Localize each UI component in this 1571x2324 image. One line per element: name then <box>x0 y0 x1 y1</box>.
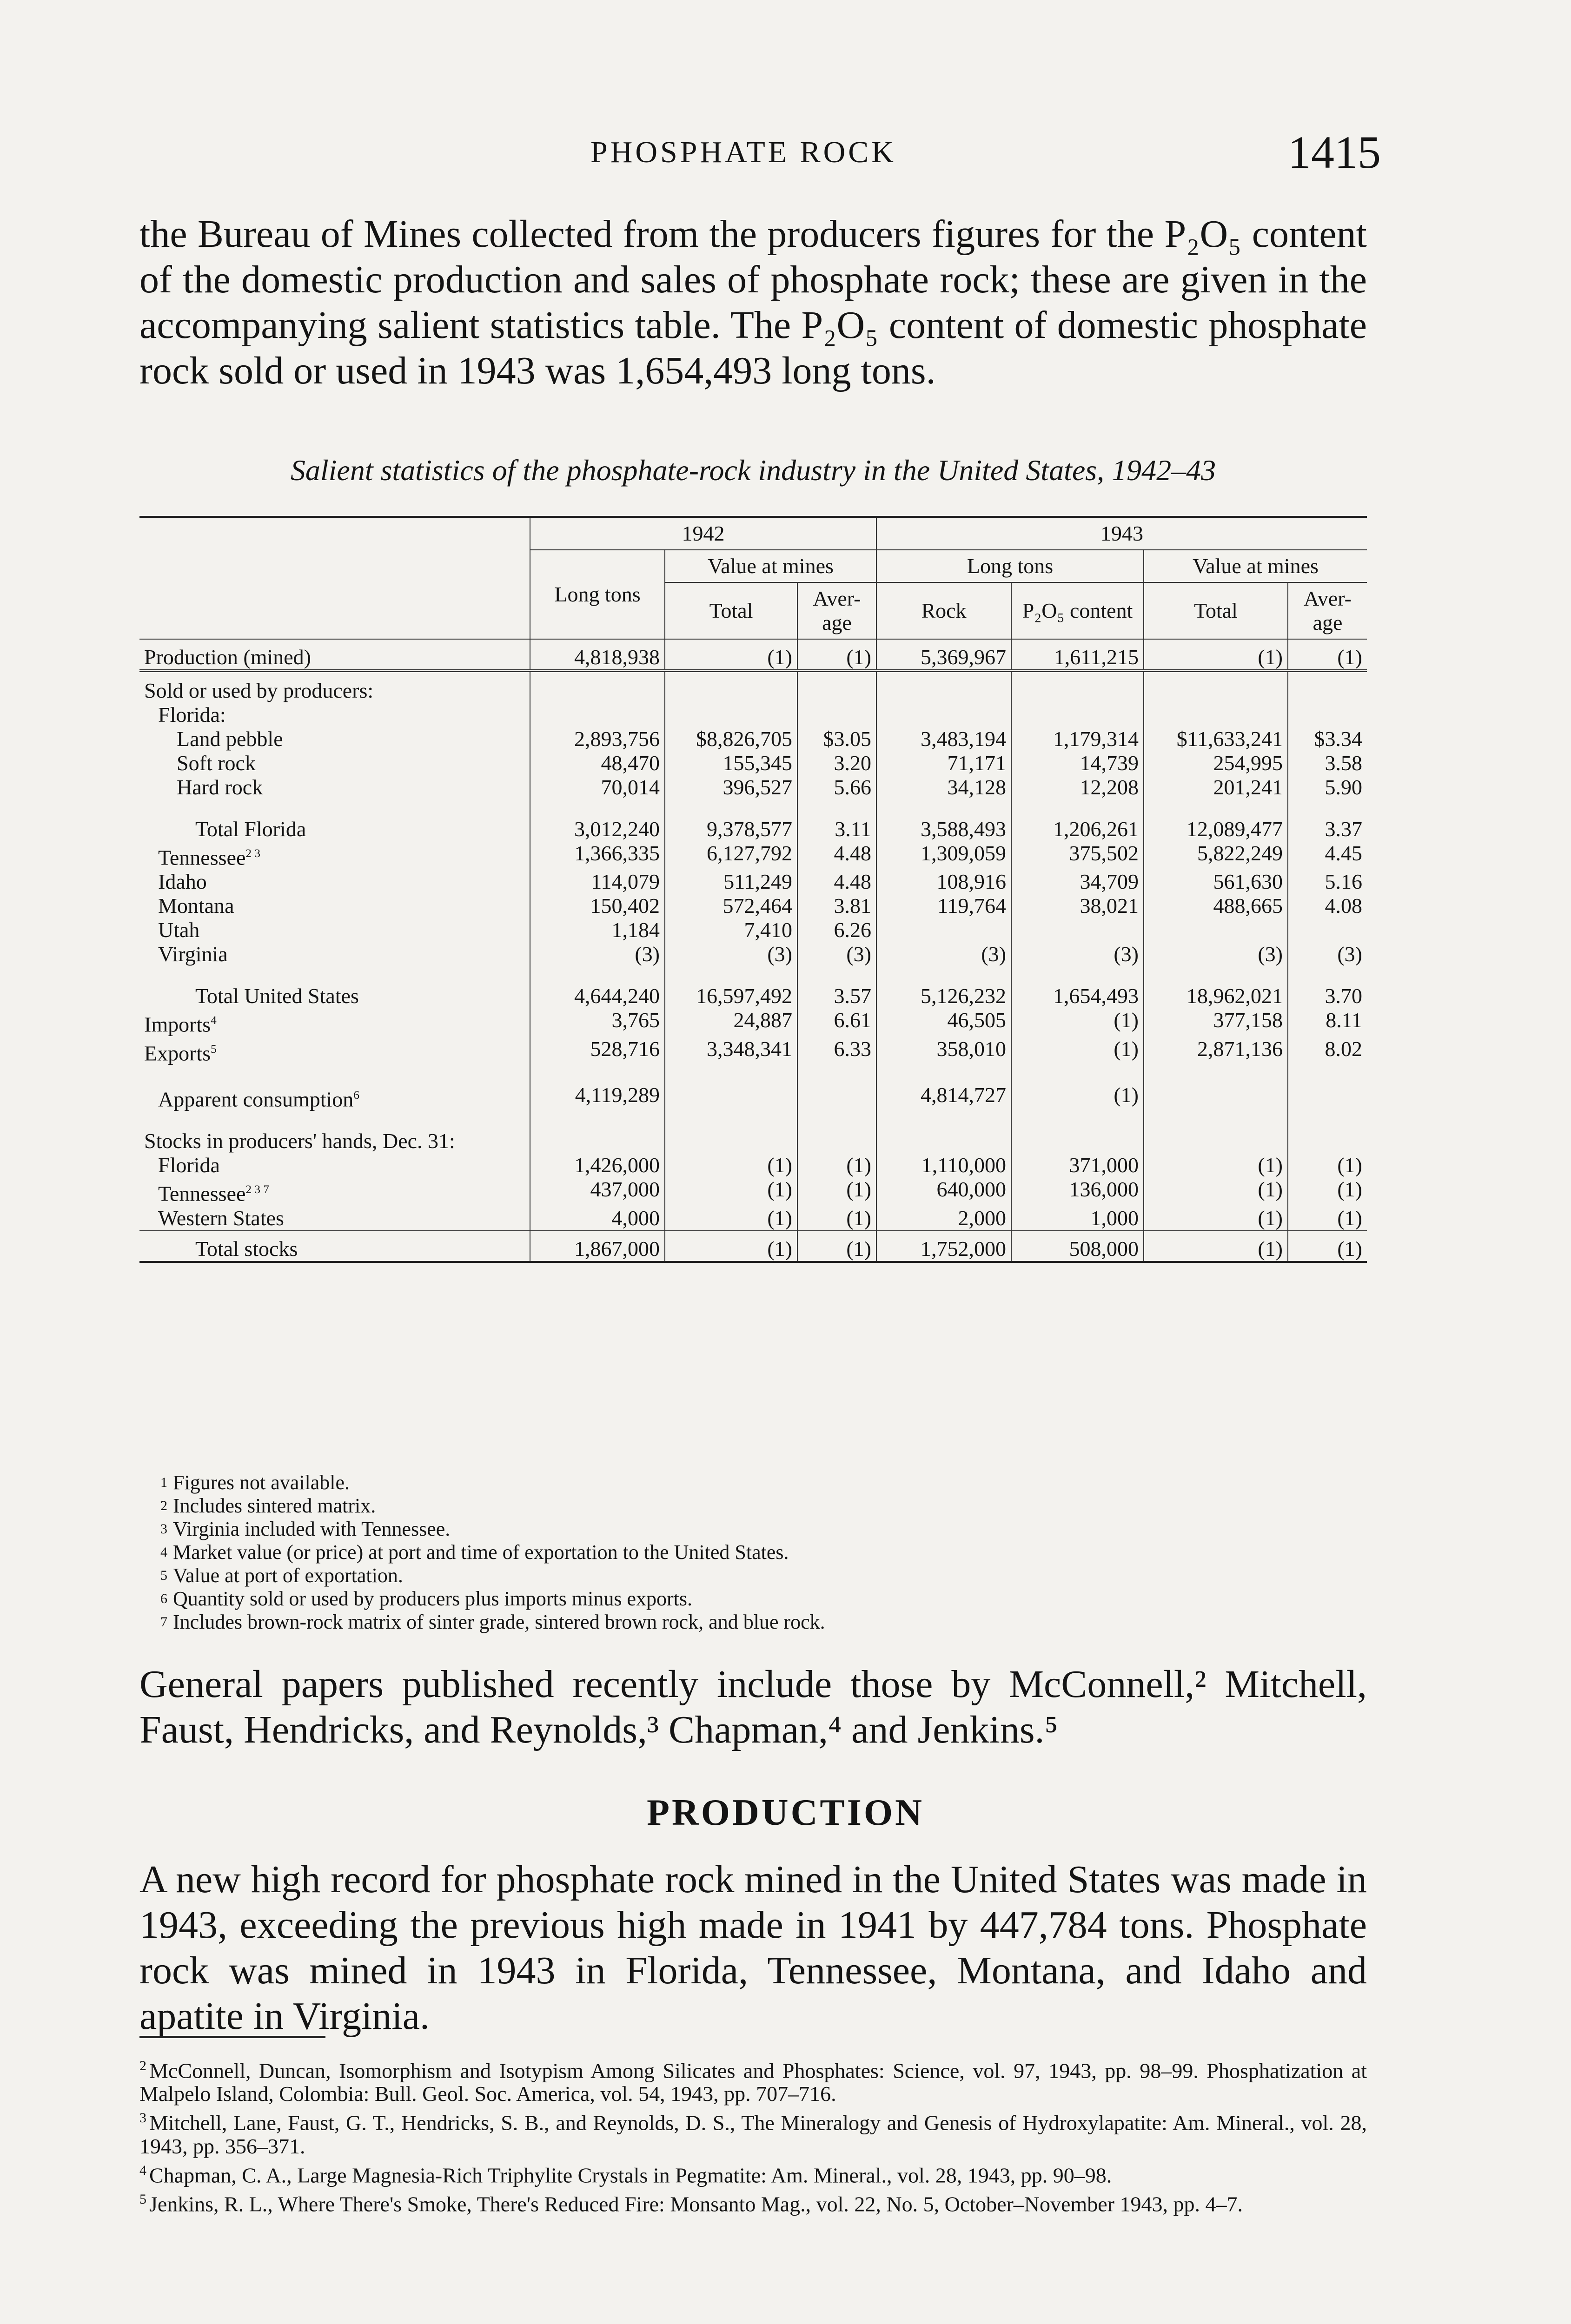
row-label-production <box>139 639 530 671</box>
row-label-total-stocks <box>139 1231 530 1262</box>
row-label-utah <box>139 918 530 942</box>
footnote-text: Jenkins, R. L., Where There's Smoke, There's Reduced Fire: Monsanto Mag., vol. 22, No. 5, October–November 1943, pp. 4–7. <box>149 2192 1243 2216</box>
cell-c5: (3) <box>1011 942 1144 966</box>
cell-c1: 150,402 <box>530 894 665 918</box>
cell-c5: (1) <box>1011 1065 1144 1111</box>
table-subheading-row <box>139 671 1367 703</box>
note-text: Includes sintered matrix. <box>173 1494 376 1517</box>
cell-c3: $3.05 <box>797 727 876 751</box>
row-label-stocks-florida <box>139 1153 530 1177</box>
col-total-1942: Total <box>665 582 797 639</box>
cell-c4: 119,764 <box>876 894 1011 918</box>
cell-c7 <box>1288 918 1367 942</box>
cell-c1: 4,119,289 <box>530 1065 665 1111</box>
row-label-stocks-western <box>139 1206 530 1231</box>
cell-c6: 5,822,249 <box>1144 841 1288 870</box>
note-mark: 3 <box>160 1521 167 1537</box>
footnote <box>139 2159 1367 2187</box>
cell-c1: 4,000 <box>530 1206 665 1231</box>
col-long-tons-1943: Long tons <box>876 550 1144 582</box>
cell-c1: 1,867,000 <box>530 1231 665 1262</box>
cell-c4: 5,369,967 <box>876 639 1011 671</box>
cell-c3: 4.48 <box>797 841 876 870</box>
cell-c5: 508,000 <box>1011 1231 1144 1262</box>
table-row <box>139 870 1367 894</box>
col-total-1943: Total <box>1144 582 1288 639</box>
cell-c6: (3) <box>1144 942 1288 966</box>
cell-c6: 488,665 <box>1144 894 1288 918</box>
row-heading-sold: Sold or used by producers: <box>139 671 530 703</box>
cell-c5: 1,000 <box>1011 1206 1144 1231</box>
row-label-montana <box>139 894 530 918</box>
cell-c3: (1) <box>797 1153 876 1177</box>
cell-c5: 34,709 <box>1011 870 1144 894</box>
table-note <box>139 1494 1367 1518</box>
cell-c2: 155,345 <box>665 751 797 775</box>
cell-c2: (1) <box>665 639 797 671</box>
cell-c2: 9,378,577 <box>665 799 797 841</box>
table-row <box>139 841 1367 870</box>
table-caption: Salient statistics of the phosphate-rock industry in the United States, 1942–43 <box>290 454 1216 487</box>
table-row <box>139 1065 1367 1111</box>
row-label-text: Soft rock <box>177 751 256 775</box>
salient-statistics-table <box>139 516 1367 1263</box>
cell-c5 <box>1011 918 1144 942</box>
col-p2o5-content-1943: P₂O₅ content <box>1011 582 1144 639</box>
row-label-text: Apparent consumption <box>158 1087 354 1111</box>
footnote <box>139 2188 1367 2216</box>
cell-c4: 108,916 <box>876 870 1011 894</box>
row-label-virginia <box>139 942 530 966</box>
footnote-mark: 2 <box>139 2058 146 2073</box>
col-year-1943: 1943 <box>876 517 1367 550</box>
note-mark: 5 <box>160 1568 167 1583</box>
cell-c7: (1) <box>1288 1206 1367 1231</box>
row-label-text: Idaho <box>158 870 207 894</box>
table-row <box>139 1008 1367 1037</box>
cell-c2: 396,527 <box>665 775 797 799</box>
row-label-text: Total United States <box>195 984 359 1008</box>
row-label-text: Total stocks <box>195 1236 298 1261</box>
table-row <box>139 727 1367 751</box>
cell-c4: 2,000 <box>876 1206 1011 1231</box>
cell-c5: 12,208 <box>1011 775 1144 799</box>
table-subheading-row <box>139 1111 1367 1153</box>
table-note <box>139 1471 1367 1494</box>
cell-c3: (1) <box>797 639 876 671</box>
note-mark: 6 <box>160 1591 167 1606</box>
cell-c4: 4,814,727 <box>876 1065 1011 1111</box>
cell-c2: (1) <box>665 1206 797 1231</box>
row-label-exports <box>139 1037 530 1065</box>
row-label-text: Florida <box>158 1153 220 1177</box>
cell-c3: 6.26 <box>797 918 876 942</box>
table-row <box>139 1037 1367 1065</box>
row-label-apparent <box>139 1065 530 1111</box>
table-row <box>139 1153 1367 1177</box>
cell-c6: (1) <box>1144 639 1288 671</box>
table-row <box>139 1206 1367 1231</box>
footnote-ref: 2 3 <box>245 847 260 860</box>
papers-paragraph: General papers published recently include those by McConnell,² Mitchell, Faust, Hendricks, and Reynolds,³ Chapman,⁴ and Jenkins.⁵ <box>139 1663 1367 1751</box>
col-rock-1943: Rock <box>876 582 1011 639</box>
row-label-soft-rock <box>139 751 530 775</box>
cell-c7: 8.02 <box>1288 1037 1367 1065</box>
cell-c6: 377,158 <box>1144 1008 1288 1037</box>
cell-c5: 136,000 <box>1011 1177 1144 1206</box>
footnote-mark: 5 <box>139 2191 146 2207</box>
footnote-mark: 3 <box>139 2110 146 2126</box>
table-row <box>139 894 1367 918</box>
row-label-idaho <box>139 870 530 894</box>
footnote-rule <box>139 2036 325 2038</box>
cell-c7: 3.58 <box>1288 751 1367 775</box>
cell-c1: 1,184 <box>530 918 665 942</box>
table-row <box>139 799 1367 841</box>
note-text: Quantity sold or used by producers plus imports minus exports. <box>173 1587 693 1610</box>
cell-c6: (1) <box>1144 1231 1288 1262</box>
row-label-text: Utah <box>158 918 200 942</box>
cell-c5: (1) <box>1011 1037 1144 1065</box>
cell-c1: (3) <box>530 942 665 966</box>
cell-c3: 3.11 <box>797 799 876 841</box>
col-year-1942: 1942 <box>530 517 876 550</box>
cell-c4: 640,000 <box>876 1177 1011 1206</box>
cell-c1: 2,893,756 <box>530 727 665 751</box>
cell-c4: (3) <box>876 942 1011 966</box>
cell-c1: 114,079 <box>530 870 665 894</box>
footnote-text: McConnell, Duncan, Isomorphism and Isotypism Among Silicates and Phosphates: Science, vol. 97, 1943, pp. 98–99. Phosphatization at Malpelo Island, Colombia: Bull. Geol. Soc. America, vol. 54, 1943, pp. 707–716. <box>139 2059 1367 2106</box>
cell-c3: 3.81 <box>797 894 876 918</box>
row-label-text: Montana <box>158 894 234 918</box>
cell-c1: 528,716 <box>530 1037 665 1065</box>
note-text: Includes brown-rock matrix of sinter grade, sintered brown rock, and blue rock. <box>173 1611 825 1633</box>
note-mark: 1 <box>160 1475 167 1490</box>
footnote-mark: 4 <box>139 2162 146 2178</box>
cell-c2: $8,826,705 <box>665 727 797 751</box>
cell-c3: (1) <box>797 1177 876 1206</box>
cell-c2: (1) <box>665 1231 797 1262</box>
cell-c5: 38,021 <box>1011 894 1144 918</box>
col-average-1943: Aver-age <box>1288 582 1367 639</box>
cell-c3: (1) <box>797 1231 876 1262</box>
table-notes <box>139 1471 1367 1634</box>
cell-c6: 2,871,136 <box>1144 1037 1288 1065</box>
footnotes <box>139 2054 1367 2217</box>
cell-c5: 1,654,493 <box>1011 966 1144 1008</box>
table-subheading-row <box>139 703 1367 727</box>
note-mark: 7 <box>160 1614 167 1630</box>
cell-c6: 201,241 <box>1144 775 1288 799</box>
cell-c3: 4.48 <box>797 870 876 894</box>
table-row <box>139 942 1367 966</box>
cell-c7: 4.08 <box>1288 894 1367 918</box>
cell-c4: 358,010 <box>876 1037 1011 1065</box>
note-mark: 2 <box>160 1498 167 1513</box>
note-mark: 4 <box>160 1545 167 1560</box>
cell-c6: 18,962,021 <box>1144 966 1288 1008</box>
cell-c2: 511,249 <box>665 870 797 894</box>
cell-c5: (1) <box>1011 1008 1144 1037</box>
cell-c7: 5.16 <box>1288 870 1367 894</box>
cell-c2: 572,464 <box>665 894 797 918</box>
table-note <box>139 1518 1367 1541</box>
intro-paragraph: the Bureau of Mines collected from the producers figures for the P₂O₅ content of the domestic production and sales of phosphate rock; these are given in the accompanying salient statistics table. The P₂O₅ content of domestic phosphate rock sold or used in 1943 was 1,654,493 long tons. <box>139 212 1367 392</box>
cell-c4: 3,483,194 <box>876 727 1011 751</box>
cell-c7: 4.45 <box>1288 841 1367 870</box>
cell-c7: 3.37 <box>1288 799 1367 841</box>
cell-c5: 371,000 <box>1011 1153 1144 1177</box>
cell-c6: (1) <box>1144 1177 1288 1206</box>
cell-c2: 6,127,792 <box>665 841 797 870</box>
cell-c3: 6.33 <box>797 1037 876 1065</box>
row-label-total-us <box>139 966 530 1008</box>
cell-c1: 3,765 <box>530 1008 665 1037</box>
row-label-imports <box>139 1008 530 1037</box>
cell-c7 <box>1288 1065 1367 1111</box>
row-label-text: Total Florida <box>195 817 306 841</box>
cell-c3: 3.20 <box>797 751 876 775</box>
row-label-text: Tennessee <box>158 845 246 870</box>
footnote <box>139 2106 1367 2158</box>
production-paragraph: A new high record for phosphate rock mined in the United States was made in 1943, exceeding the previous high made in 1941 by 447,784 tons. Phosphate rock was mined in 1943 in Florida, Tennessee, Montana, and Idaho and apatite in Virginia. <box>139 1858 1367 2038</box>
page-number: 1415 <box>1288 126 1381 178</box>
cell-c7: (1) <box>1288 1231 1367 1262</box>
footnote <box>139 2054 1367 2106</box>
table-note <box>139 1587 1367 1611</box>
row-label-text: Land pebble <box>177 727 283 751</box>
cell-c3: (3) <box>797 942 876 966</box>
page-header <box>0 125 1571 181</box>
cell-c1: 70,014 <box>530 775 665 799</box>
cell-c7: (3) <box>1288 942 1367 966</box>
table-row <box>139 639 1367 671</box>
footnote-text: Chapman, C. A., Large Magnesia-Rich Triphylite Crystals in Pegmatite: Am. Mineral., vol. 28, 1943, pp. 90–98. <box>149 2163 1112 2187</box>
stub-header <box>139 517 530 639</box>
cell-c4 <box>876 918 1011 942</box>
cell-c4: 1,309,059 <box>876 841 1011 870</box>
cell-c6: 561,630 <box>1144 870 1288 894</box>
cell-c7: (1) <box>1288 1153 1367 1177</box>
table-row <box>139 1177 1367 1206</box>
col-average-1942: Aver-age <box>797 582 876 639</box>
row-label-text: Tennessee <box>158 1182 246 1206</box>
row-label-stocks-tennessee <box>139 1177 530 1206</box>
cell-c2: (1) <box>665 1177 797 1206</box>
cell-c2: 16,597,492 <box>665 966 797 1008</box>
col-long-tons-1942: Long tons <box>530 550 665 639</box>
cell-c6 <box>1144 918 1288 942</box>
cell-c3: 3.57 <box>797 966 876 1008</box>
cell-c4: 3,588,493 <box>876 799 1011 841</box>
cell-c1: 4,818,938 <box>530 639 665 671</box>
running-head: PHOSPHATE ROCK <box>590 135 896 169</box>
note-text: Value at port of exportation. <box>173 1564 403 1587</box>
row-label-text: Imports <box>144 1012 211 1037</box>
cell-c1: 1,426,000 <box>530 1153 665 1177</box>
table-note <box>139 1541 1367 1564</box>
cell-c2 <box>665 1065 797 1111</box>
row-heading-stocks: Stocks in producers' hands, Dec. 31: <box>144 1129 455 1153</box>
note-text: Figures not available. <box>173 1471 350 1494</box>
cell-c3 <box>797 1065 876 1111</box>
row-label-text: Hard rock <box>177 775 263 799</box>
cell-c6: (1) <box>1144 1153 1288 1177</box>
table-row <box>139 751 1367 775</box>
footnote-ref: 5 <box>211 1042 217 1056</box>
cell-c6: 254,995 <box>1144 751 1288 775</box>
note-text: Virginia included with Tennessee. <box>173 1518 451 1540</box>
cell-c6 <box>1144 1065 1288 1111</box>
cell-c5: 375,502 <box>1011 841 1144 870</box>
cell-c7: (1) <box>1288 1177 1367 1206</box>
cell-c1: 437,000 <box>530 1177 665 1206</box>
cell-c7: 8.11 <box>1288 1008 1367 1037</box>
cell-c5: 1,611,215 <box>1011 639 1144 671</box>
row-label-text: Western States <box>158 1206 284 1230</box>
cell-c4: 71,171 <box>876 751 1011 775</box>
header-row-years <box>139 517 1367 550</box>
cell-c4: 1,752,000 <box>876 1231 1011 1262</box>
cell-c1: 3,012,240 <box>530 799 665 841</box>
cell-c6: $11,633,241 <box>1144 727 1288 751</box>
cell-c7: (1) <box>1288 639 1367 671</box>
cell-c3: 6.61 <box>797 1008 876 1037</box>
row-label-total-florida <box>139 799 530 841</box>
table-row <box>139 775 1367 799</box>
section-heading: PRODUCTION <box>647 1792 924 1833</box>
row-label-text: Exports <box>144 1041 211 1065</box>
cell-c7: $3.34 <box>1288 727 1367 751</box>
footnote-ref: 6 <box>353 1088 359 1102</box>
cell-c2: (1) <box>665 1153 797 1177</box>
cell-c1: 48,470 <box>530 751 665 775</box>
cell-c5: 14,739 <box>1011 751 1144 775</box>
footnote-ref: 2 3 7 <box>245 1183 269 1196</box>
cell-c2: 3,348,341 <box>665 1037 797 1065</box>
col-value-at-mines-1942: Value at mines <box>665 550 876 582</box>
cell-c4: 34,128 <box>876 775 1011 799</box>
row-label-tennessee <box>139 841 530 870</box>
table-row <box>139 1231 1367 1262</box>
cell-c7: 5.90 <box>1288 775 1367 799</box>
row-label-text: Virginia <box>158 942 228 966</box>
table-row <box>139 918 1367 942</box>
cell-c1: 1,366,335 <box>530 841 665 870</box>
row-heading-florida: Florida: <box>158 703 226 726</box>
footnote-text: Mitchell, Lane, Faust, G. T., Hendricks, S. B., and Reynolds, D. S., The Mineralogy and Genesis of Hydroxylapatite: Am. Mineral., vol. 28, 1943, pp. 356–371. <box>139 2111 1367 2158</box>
note-text: Market value (or price) at port and time of exportation to the United States. <box>173 1541 789 1564</box>
cell-c4: 1,110,000 <box>876 1153 1011 1177</box>
cell-c2: 7,410 <box>665 918 797 942</box>
table-note <box>139 1611 1367 1634</box>
col-value-at-mines-1943: Value at mines <box>1144 550 1367 582</box>
cell-c6: 12,089,477 <box>1144 799 1288 841</box>
cell-c2: (3) <box>665 942 797 966</box>
cell-c6: (1) <box>1144 1206 1288 1231</box>
cell-c3: (1) <box>797 1206 876 1231</box>
cell-c1: 4,644,240 <box>530 966 665 1008</box>
cell-c4: 46,505 <box>876 1008 1011 1037</box>
cell-c4: 5,126,232 <box>876 966 1011 1008</box>
footnote-ref: 4 <box>211 1014 217 1027</box>
row-label-land-pebble <box>139 727 530 751</box>
table-note <box>139 1564 1367 1587</box>
cell-c5: 1,206,261 <box>1011 799 1144 841</box>
cell-c5: 1,179,314 <box>1011 727 1144 751</box>
row-label-text: Production (mined) <box>144 645 311 669</box>
cell-c7: 3.70 <box>1288 966 1367 1008</box>
cell-c3: 5.66 <box>797 775 876 799</box>
table-row <box>139 966 1367 1008</box>
row-label-hard-rock <box>139 775 530 799</box>
cell-c2: 24,887 <box>665 1008 797 1037</box>
